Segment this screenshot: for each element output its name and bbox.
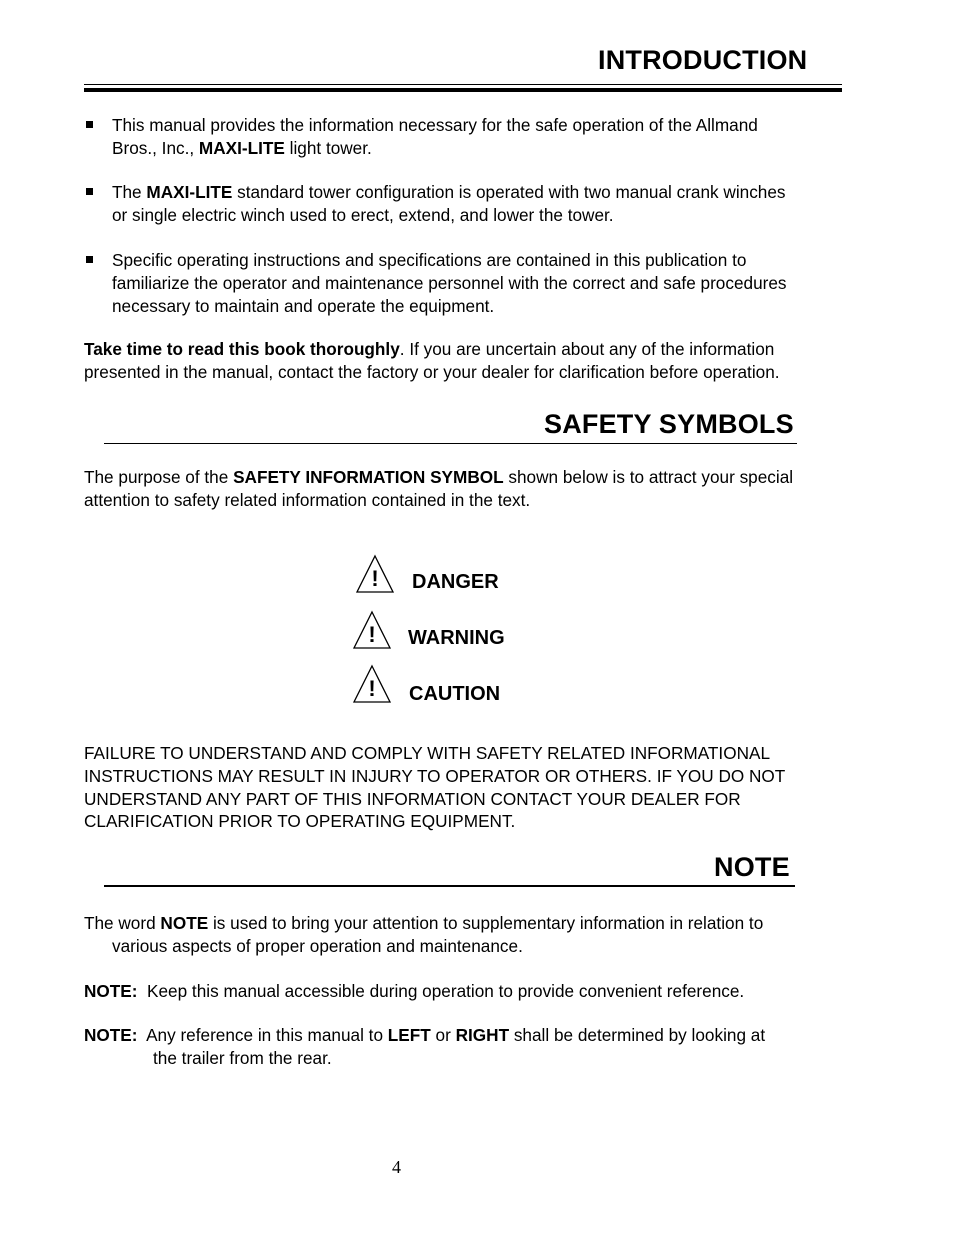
symbol-label-danger: DANGER [412,571,499,593]
safety-symbols-rule [104,443,797,444]
take-time-paragraph [84,338,854,384]
note-word-line-2: various aspects of proper operation and maintenance. [112,935,523,956]
warning-triangle-icon [355,554,395,594]
introduction-heading: INTRODUCTION [598,45,808,75]
note-word-paragraph [84,912,864,958]
intro-bullet-1-line-2: Bros., Inc., MAXI-LITE light tower. [112,137,372,158]
note-2 [84,1024,864,1070]
failure-warning-line-4: CLARIFICATION PRIOR TO OPERATING EQUIPMENT. [84,811,516,832]
intro-bullet-3 [112,249,852,317]
intro-bullet-2-line-2: or single electric winch used to erect, extend, and lower the tower. [112,204,614,225]
note-rule [104,885,795,887]
take-time-line-2: presented in the manual, contact the factory or your dealer for clarification before operation. [84,361,780,382]
warning-triangle-icon [352,610,392,650]
bullet-marker [86,188,93,195]
intro-bullet-3-line-2: familiarize the operator and maintenance personnel with the correct and safe procedures [112,272,787,293]
intro-bullet-1 [112,114,852,160]
introduction-rule-thick [84,88,842,92]
svg-text:!: ! [368,676,376,701]
intro-bullet-2-line-1: The MAXI-LITE standard tower configuration is operated with two manual crank winches [112,182,786,202]
safety-purpose-line-2: attention to safety related information contained in the text. [84,489,531,510]
intro-bullet-3-line-1: Specific operating instructions and specifications are contained in this publication to [112,250,747,270]
symbol-label-warning: WARNING [408,627,505,649]
note-1 [84,980,864,1003]
safety-purpose-line-1: The purpose of the SAFETY INFORMATION SYMBOL shown below is to attract your special [84,467,794,487]
intro-bullet-3-line-3: necessary to maintain and operate the equipment. [112,295,495,316]
symbol-label-caution: CAUTION [409,683,501,705]
svg-text:!: ! [368,622,376,647]
note-1-text: Keep this manual accessible during operation to provide convenient reference. [137,981,745,1001]
bullet-marker [86,256,93,263]
failure-warning-line-3: UNDERSTAND ANY PART OF THIS INFORMATION CONTACT YOUR DEALER FOR [84,788,741,809]
note-word-line-1: The word NOTE is used to bring your attention to supplementary information in relation to [84,913,764,933]
intro-bullet-1-line-1: This manual provides the information necessary for the safe operation of the Allmand [112,115,758,135]
take-time-line-1: Take time to read this book thoroughly. If you are uncertain about any of the information [84,339,775,359]
page-number: 4 [392,1157,401,1177]
failure-warning-line-2: INSTRUCTIONS MAY RESULT IN INJURY TO OPERATOR OR OTHERS. IF YOU DO NOT [84,765,786,786]
note-2-line-1: NOTE: Any reference in this manual to LEFT or RIGHT shall be determined by looking at [84,1025,766,1045]
safety-failure-warning [84,742,864,833]
safety-symbols-heading: SAFETY SYMBOLS [544,409,794,439]
note-2-line-2: the trailer from the rear. [153,1047,332,1068]
intro-bullet-2 [112,181,852,227]
safety-purpose-paragraph [84,466,864,512]
warning-triangle-icon [352,664,392,704]
bullet-marker [86,121,93,128]
note-1-label: NOTE: [84,981,138,1001]
note-heading: NOTE [714,852,790,882]
svg-text:!: ! [371,566,379,591]
failure-warning-line-1: FAILURE TO UNDERSTAND AND COMPLY WITH SAFETY RELATED INFORMATIONAL [84,743,771,763]
introduction-rule [84,84,842,85]
